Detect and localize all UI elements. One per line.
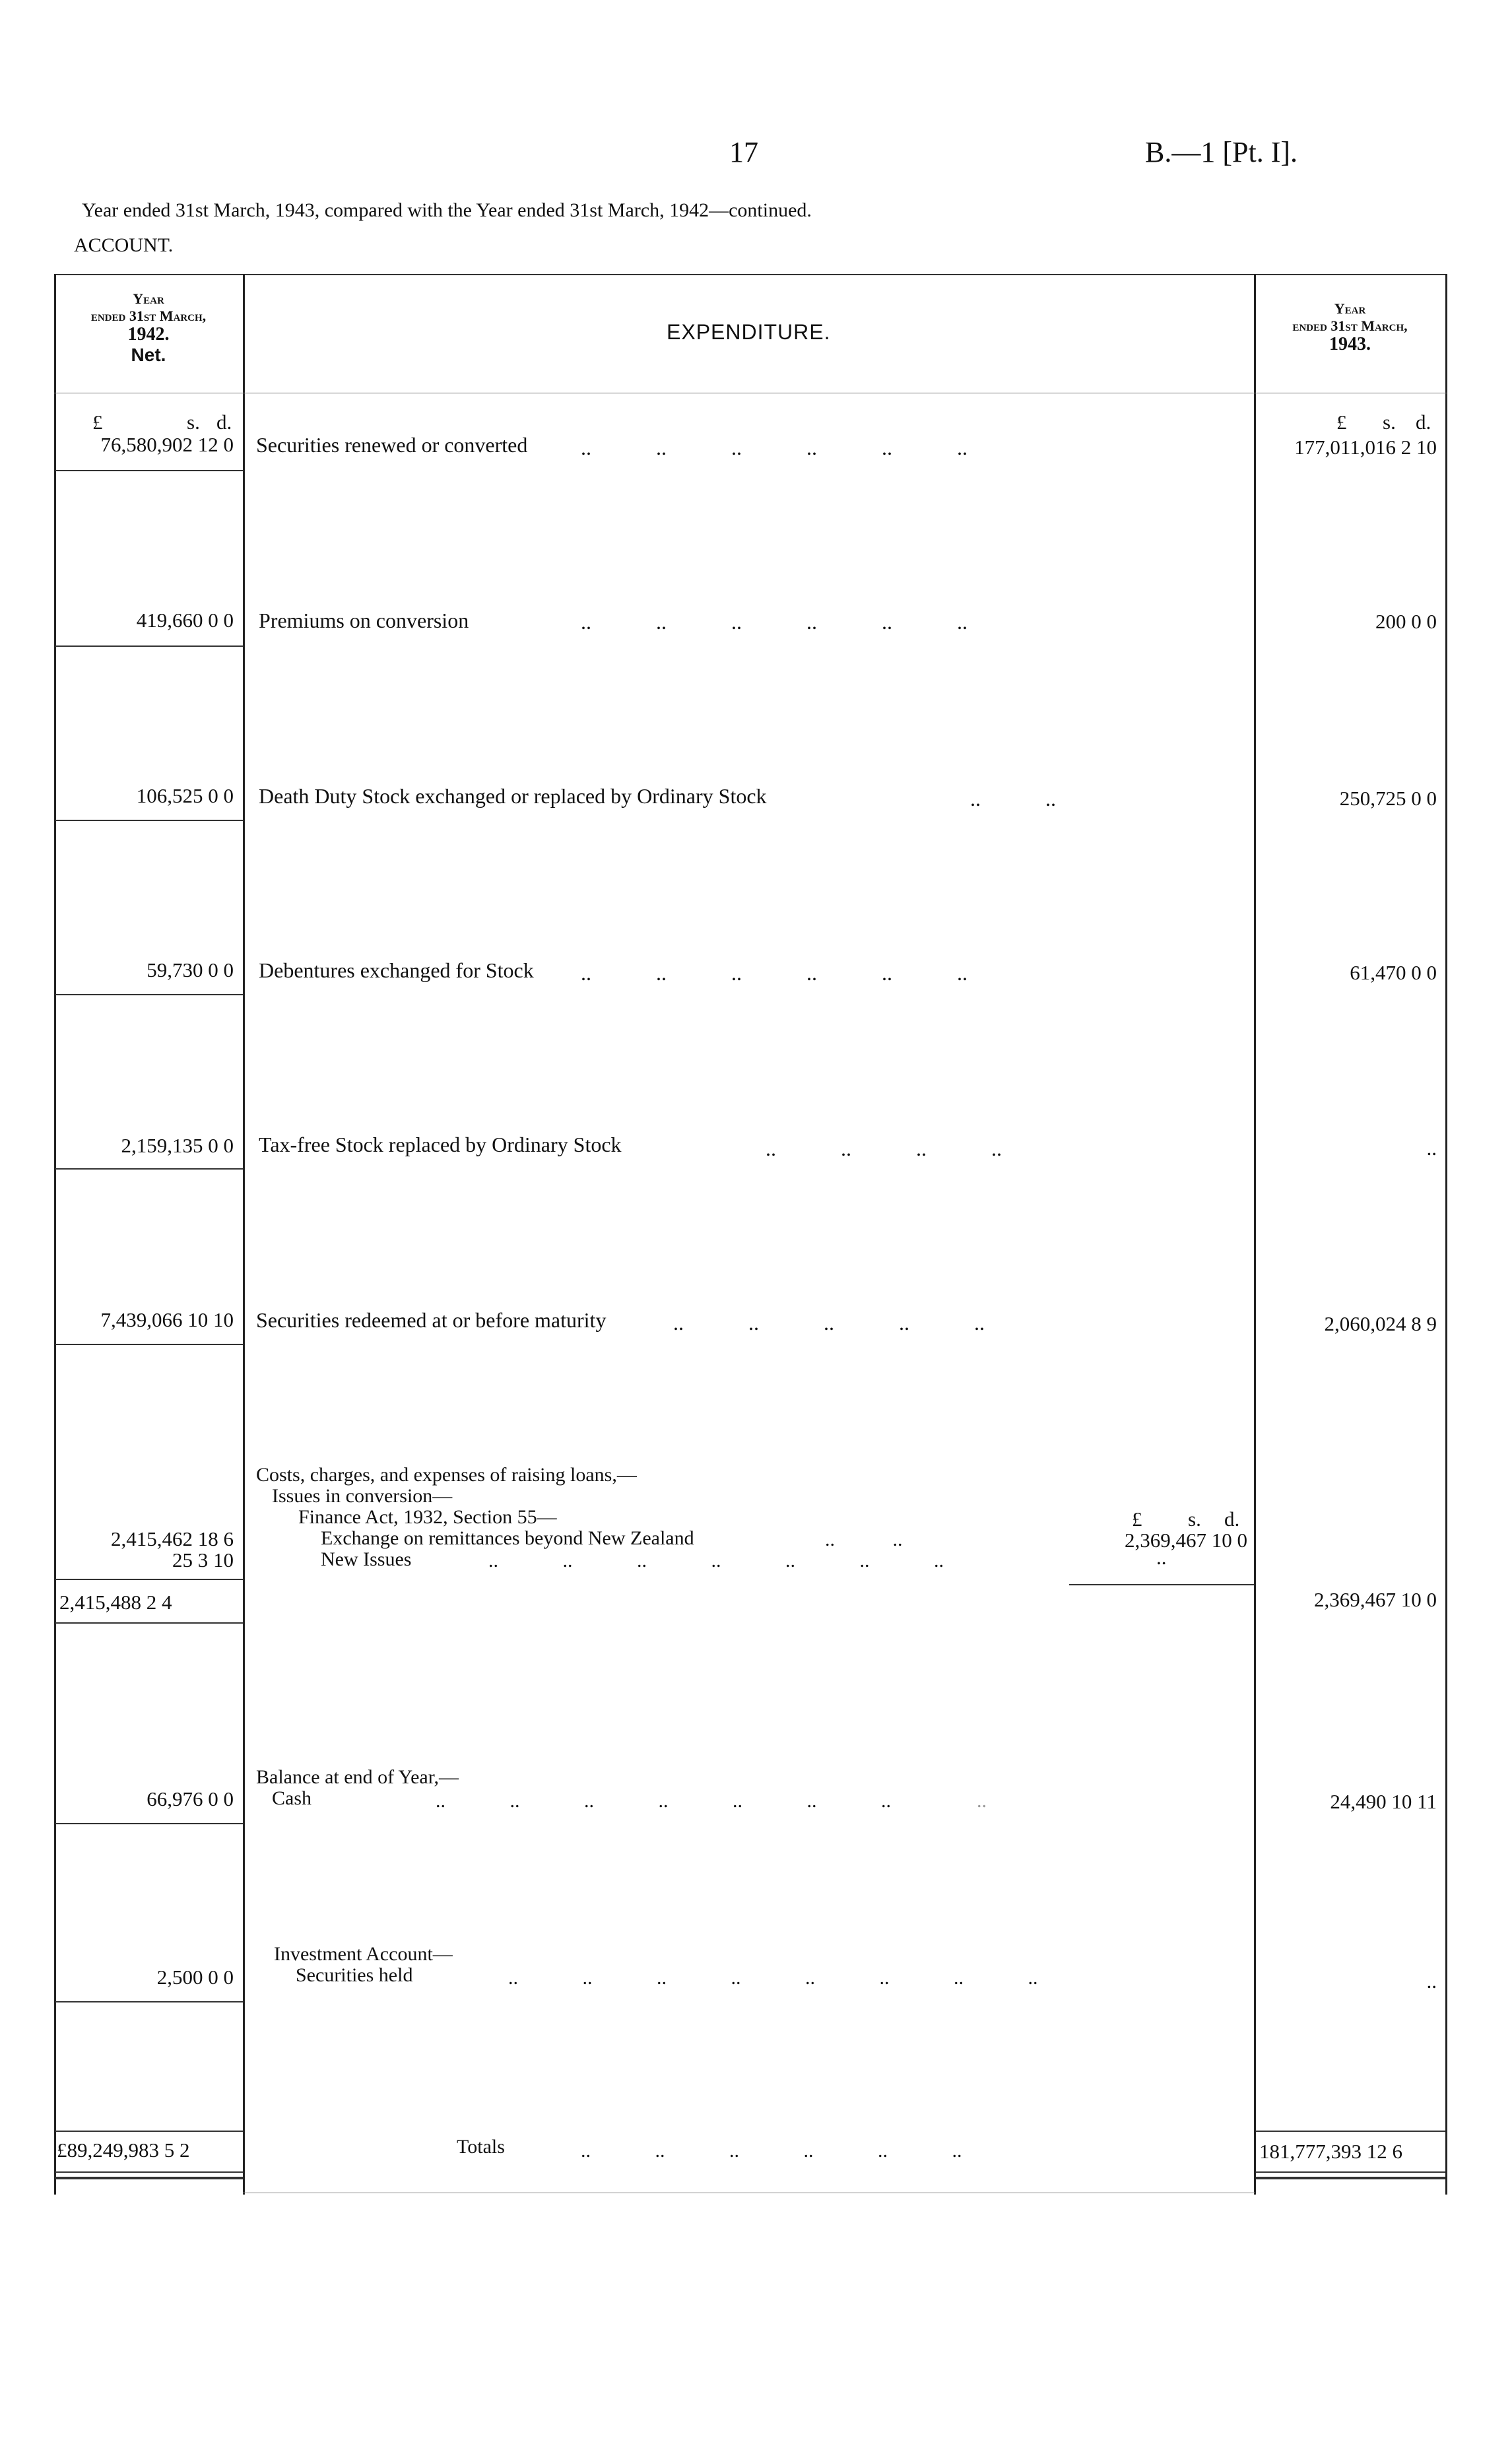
costs-1942-total: 2,415,488 2 4 xyxy=(59,1591,172,1614)
document-reference: B.—1 [Pt. I]. xyxy=(1145,136,1298,168)
costs-subtotal-rule xyxy=(1069,1584,1254,1585)
balance-1943-value: 24,490 10 11 xyxy=(1330,1790,1437,1813)
costs-1943-value: 2,369,467 10 0 xyxy=(1314,1588,1437,1611)
leader-dots: .. .. .. .. .. .. xyxy=(581,2140,962,2162)
row-rule xyxy=(55,1168,243,1170)
balance-cash-label: Cash xyxy=(272,1787,312,1809)
leader-dots: .. xyxy=(977,1790,987,1812)
totals-double-rule-1942 xyxy=(55,2177,243,2179)
investment-1943-value: .. xyxy=(1426,1969,1437,1993)
row-rule xyxy=(55,645,243,647)
header-1943-line3: 1943. xyxy=(1329,334,1371,354)
unit-shilling-1943: s. xyxy=(1383,411,1396,434)
leader-dots: .. .. .. .. .. .. xyxy=(581,610,968,634)
row-1942-value: 76,580,902 12 0 xyxy=(100,433,234,456)
header-1942-line3: 1942. xyxy=(127,324,170,345)
unit-pence-1943: d. xyxy=(1416,411,1431,434)
column-divider-1942 xyxy=(243,274,245,2195)
investment-securities-label: Securities held xyxy=(296,1964,413,1986)
costs-inner-dots: .. xyxy=(1156,1546,1167,1569)
row-1943-value: 250,725 0 0 xyxy=(1339,787,1437,810)
row-label: Death Duty Stock exchanged or replaced by Ordinary Stock xyxy=(259,784,767,808)
row-1942-value: 419,660 0 0 xyxy=(136,609,234,632)
leader-dots: .. .. .. .. .. .. .. xyxy=(488,1550,944,1571)
unit-pence-1942: d. xyxy=(216,411,232,434)
row-1942-value: 59,730 0 0 xyxy=(147,958,234,981)
row-rule xyxy=(55,994,243,995)
balance-1942-value: 66,976 0 0 xyxy=(147,1787,234,1810)
header-1942-line4: Net. xyxy=(131,345,166,365)
costs-1942-value-a: 2,415,462 18 6 xyxy=(111,1527,234,1550)
row-rule xyxy=(55,1344,243,1345)
row-1942-value: 106,525 0 0 xyxy=(136,784,234,807)
page-number: 17 xyxy=(729,136,758,168)
costs-heading: Costs, charges, and expenses of raising loans,— xyxy=(256,1464,637,1486)
account-label: ACCOUNT. xyxy=(74,234,174,256)
costs-1942-value-b: 25 3 10 xyxy=(172,1548,234,1571)
row-1943-value: 61,470 0 0 xyxy=(1350,961,1437,984)
row-label: Securities renewed or converted xyxy=(256,433,528,457)
costs-finance-act: Finance Act, 1932, Section 55— xyxy=(298,1506,557,1528)
costs-subheading: Issues in conversion— xyxy=(272,1485,453,1507)
leader-dots: .. .. .. .. .. .. .. xyxy=(436,1790,891,1812)
leader-dots: .. .. .. .. .. .. .. .. xyxy=(508,1967,1038,1989)
costs-1942-subtotal-rule xyxy=(55,1579,243,1580)
row-rule xyxy=(55,820,243,821)
inner-unit-pence: d. xyxy=(1224,1507,1240,1531)
table-right-border xyxy=(1445,274,1447,2195)
balance-heading: Balance at end of Year,— xyxy=(256,1766,459,1788)
row-rule xyxy=(55,1622,243,1624)
table-top-rule xyxy=(54,274,1447,275)
unit-shilling-1942: s. xyxy=(187,411,200,434)
row-1942-value: 2,159,135 0 0 xyxy=(121,1134,234,1157)
totals-1943-value: 181,777,393 12 6 xyxy=(1259,2140,1402,2163)
leader-dots: .. .. .. .. xyxy=(766,1137,1002,1160)
totals-double-rule-1942 xyxy=(55,2171,243,2173)
table-left-border xyxy=(54,274,56,2195)
column-header-expenditure: EXPENDITURE. xyxy=(667,320,831,344)
row-label: Debentures exchanged for Stock xyxy=(259,958,534,982)
header-1942-line1: Year xyxy=(133,290,164,307)
leader-dots: .. .. xyxy=(970,787,1056,810)
row-1942-value: 7,439,066 10 10 xyxy=(100,1308,234,1331)
totals-rule-1943 xyxy=(1256,2131,1445,2132)
row-1943-value: 2,060,024 8 9 xyxy=(1324,1312,1437,1335)
unit-pound-1942: £ xyxy=(92,411,103,434)
row-1943-value: 200 0 0 xyxy=(1375,610,1437,633)
leader-dots: .. .. .. .. .. .. xyxy=(581,961,968,985)
row-label: Tax-free Stock replaced by Ordinary Stock xyxy=(259,1133,622,1156)
investment-heading: Investment Account— xyxy=(274,1943,453,1965)
totals-double-rule-1943 xyxy=(1256,2177,1445,2179)
page-subtitle: Year ended 31st March, 1943, compared with the Year ended 31st March, 1942—continued. xyxy=(82,199,812,221)
header-1942-line2: ended 31st March, xyxy=(90,308,207,324)
totals-double-rule-1943 xyxy=(1256,2171,1445,2173)
leader-dots: .. .. .. .. .. xyxy=(673,1311,985,1335)
investment-1942-value: 2,500 0 0 xyxy=(156,1966,234,1989)
row-1943-value: .. xyxy=(1426,1137,1437,1160)
totals-1942-value: £89,249,983 5 2 xyxy=(57,2138,190,2162)
row-label: Premiums on conversion xyxy=(259,609,469,632)
row-rule xyxy=(55,470,243,471)
totals-rule-1942 xyxy=(55,2131,243,2132)
leader-dots: .. .. xyxy=(825,1529,903,1550)
costs-exchange-label: Exchange on remittances beyond New Zealand xyxy=(321,1527,694,1549)
row-rule xyxy=(55,1823,243,1824)
header-1943-line1: Year xyxy=(1334,300,1366,317)
header-1943-line2: ended 31st March, xyxy=(1292,317,1408,334)
column-header-1943 xyxy=(1256,300,1444,354)
totals-label: Totals xyxy=(457,2136,505,2158)
row-1943-value: 177,011,016 2 10 xyxy=(1294,436,1437,459)
costs-new-issues-label: New Issues xyxy=(321,1548,412,1570)
inner-unit-shilling: s. xyxy=(1188,1507,1201,1531)
leader-dots: .. .. .. .. .. .. xyxy=(581,436,968,459)
inner-unit-pound: £ xyxy=(1132,1507,1142,1531)
column-divider-1943 xyxy=(1254,274,1256,2195)
unit-pound-1943: £ xyxy=(1336,411,1347,434)
row-label: Securities redeemed at or before maturity xyxy=(256,1308,607,1332)
costs-inner-value: 2,369,467 10 0 xyxy=(1125,1529,1247,1552)
row-rule xyxy=(55,2001,243,2002)
column-header-1942 xyxy=(56,290,241,366)
